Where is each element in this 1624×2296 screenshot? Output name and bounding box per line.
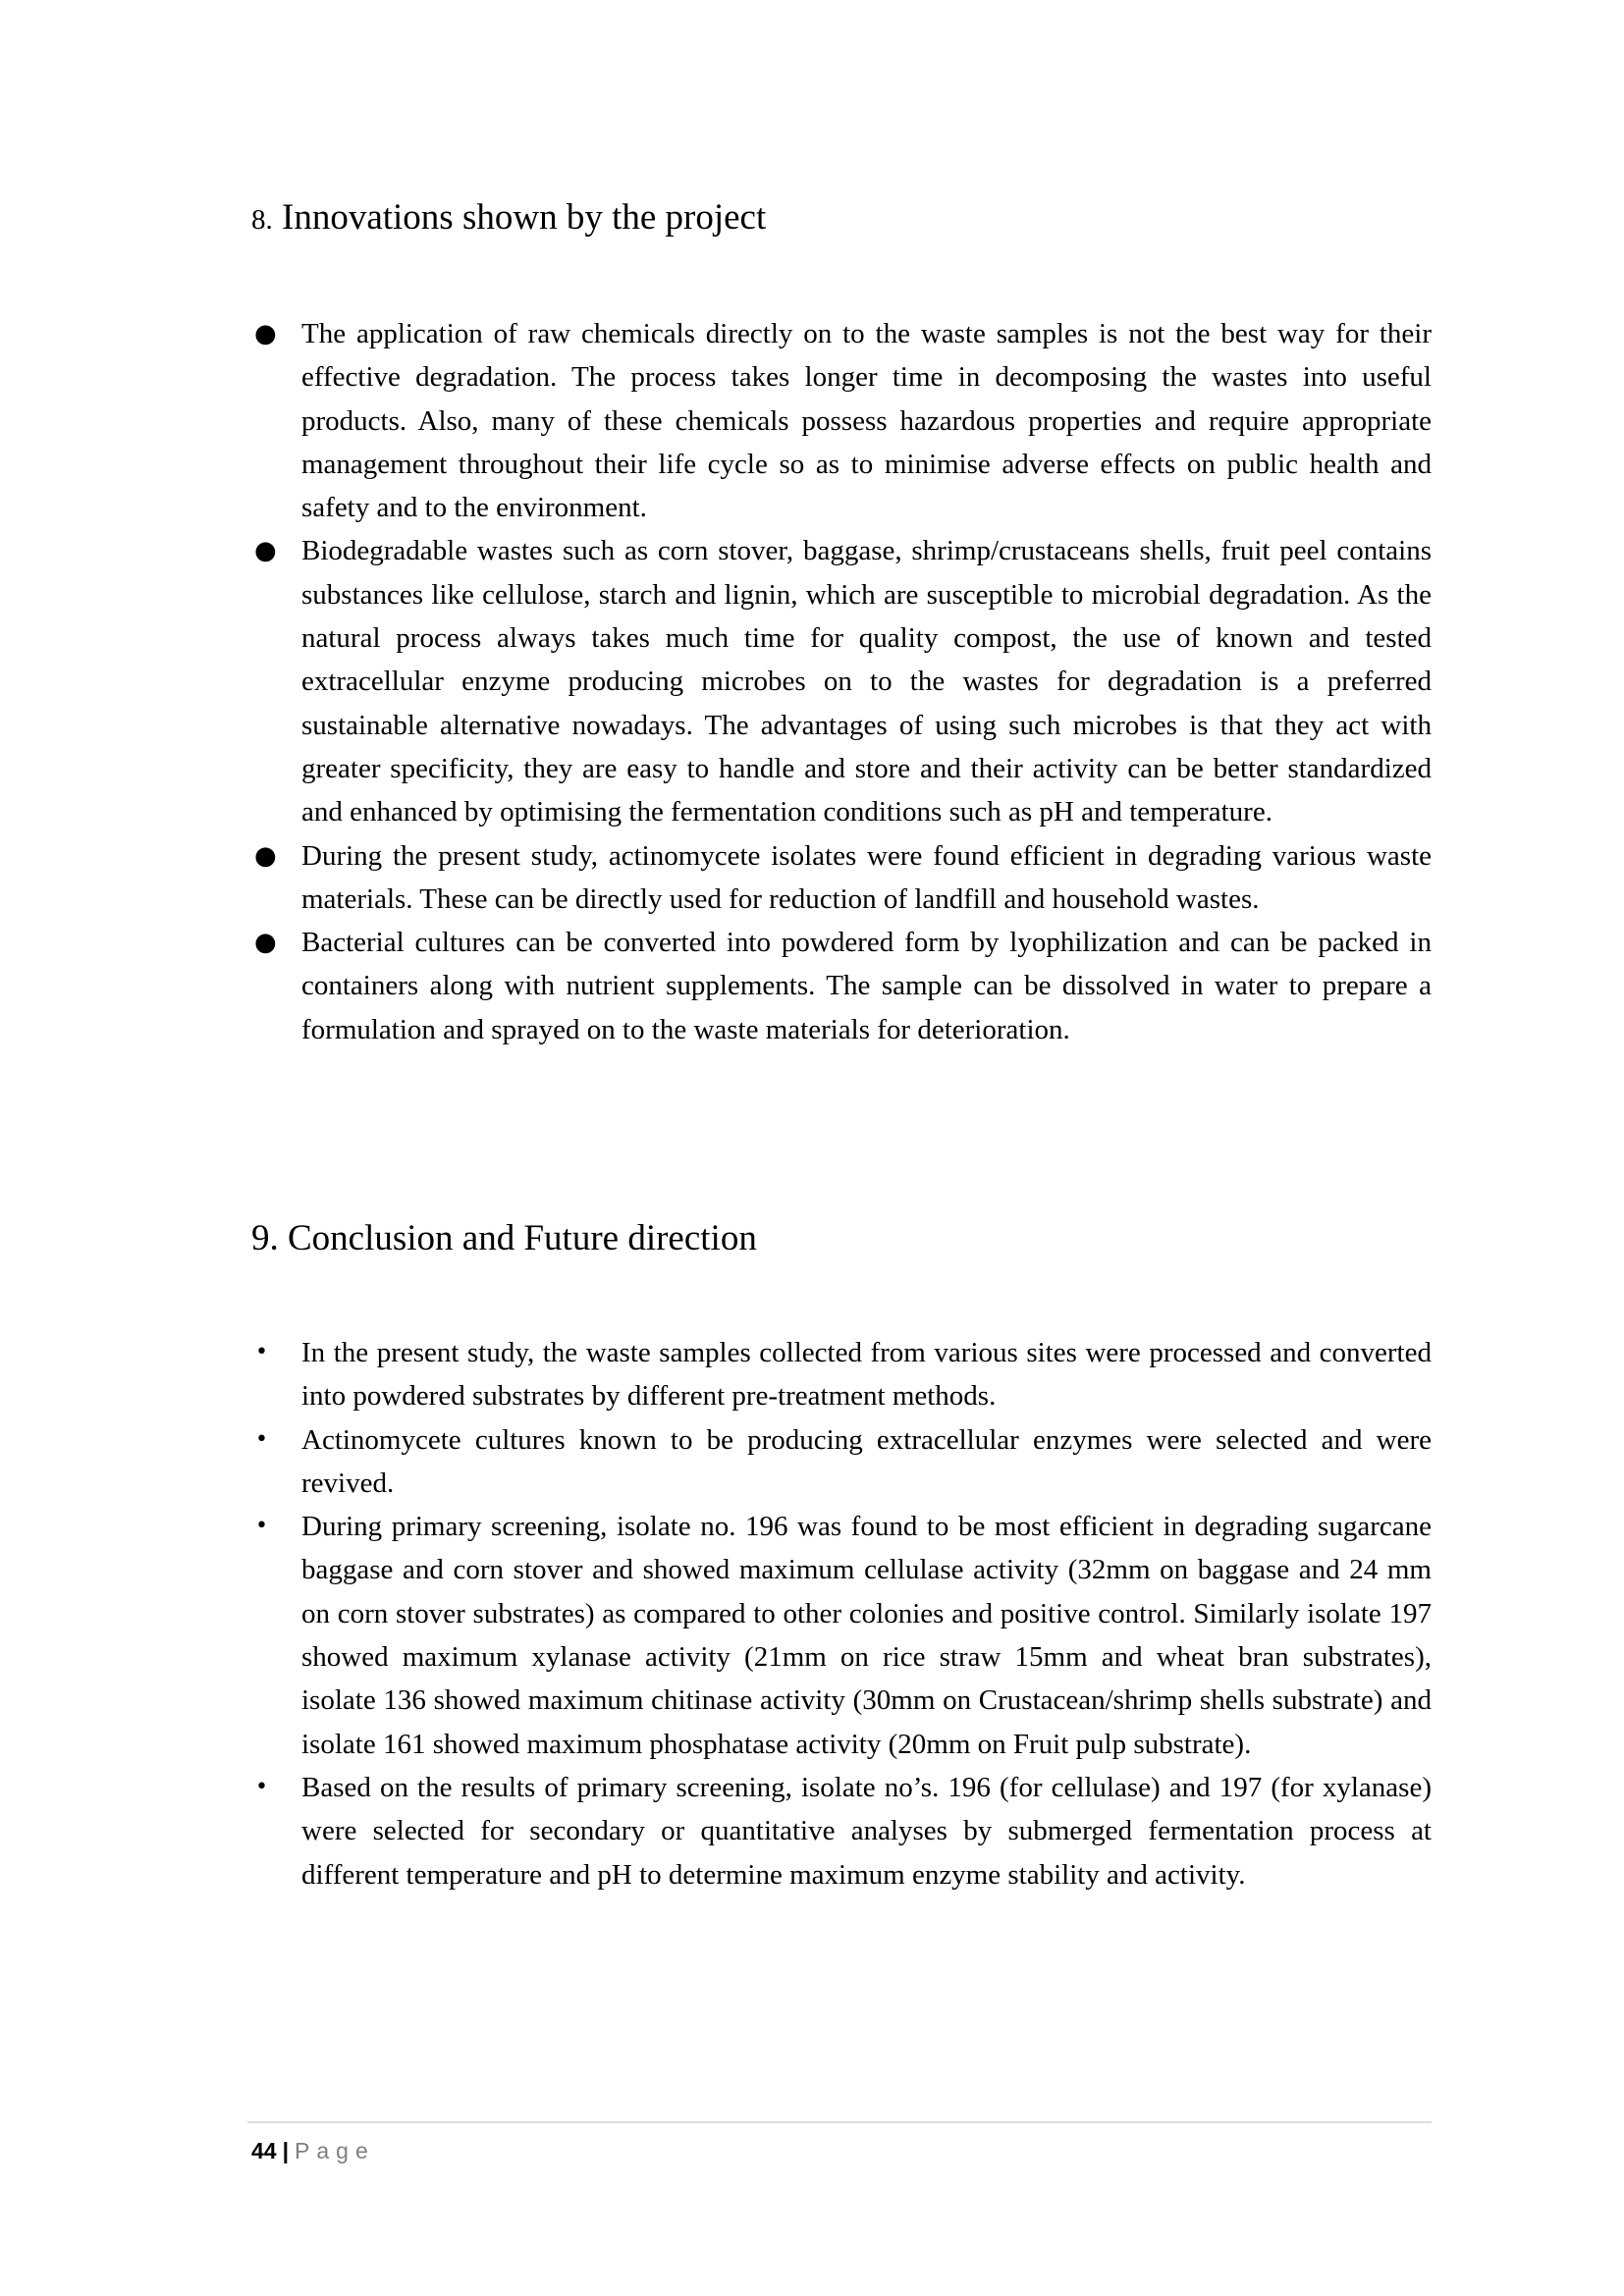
innovations-list (251, 312, 1432, 1051)
page-footer (251, 2136, 375, 2165)
bullet-icon: • (255, 1426, 268, 1452)
list-item (251, 312, 1432, 529)
footer-divider (247, 2121, 1432, 2123)
list-item (251, 834, 1432, 922)
footer-separator: | (282, 2138, 290, 2163)
list-item-text: During the present study, actinomycete isolates were found efficient in degrading various waste materials. These can be directly used for reduction of landfill and household wastes. (301, 839, 1432, 915)
list-item-text: In the present study, the waste samples collected from various sites were processed and converted into powdered substrates by different pre-treatment methods. (301, 1337, 1432, 1413)
bullet-icon: ● (254, 536, 277, 566)
list-item (251, 1418, 1432, 1506)
section-8-heading (251, 196, 766, 241)
list-item-text: Based on the results of primary screening, isolate no’s. 196 (for cellulase) and 197 (for xylanase) were selected for secondary or quantitative analyses by submerged fermentation process at different temperature and pH to determine maximum enzyme stability and activity. (301, 1771, 1432, 1891)
list-item (251, 1331, 1432, 1418)
list-item-text: The application of raw chemicals directly on to the waste samples is not the best way for their effective degradation. The process takes longer time in decomposing the wastes into useful products. Also, many of these chemicals possess hazardous properties and require appropriate management throughout their life cycle so as to minimise adverse effects on public health and safety and to the environment. (301, 318, 1432, 524)
list-item (251, 1505, 1432, 1766)
section-8-title: Innovations shown by the project (282, 197, 767, 238)
section-9-heading: 9. Conclusion and Future direction (251, 1218, 757, 1258)
bullet-icon: ● (254, 840, 277, 871)
bullet-icon: ● (254, 928, 277, 958)
conclusion-list (251, 1331, 1432, 1896)
list-item-text: Actinomycete cultures known to be producing extracellular enzymes were selected and were revived. (301, 1423, 1432, 1499)
list-item-text: Bacterial cultures can be converted into powdered form by lyophilization and can be packed in containers along with nutrient supplements. The sample can be dissolved in water to prepare a formulation and sprayed on to the waste materials for deterioration. (301, 927, 1432, 1045)
section-8-number: 8. (251, 204, 273, 236)
list-item-text: Biodegradable wastes such as corn stover, baggase, shrimp/crustaceans shells, fruit peel contains substances like cellulose, starch and lignin, which are susceptible to microbial degradation. As the natural process always takes much time for quality compost, the use of known and tested extracellular enzyme producing microbes on to the wastes for degradation is a preferred sustainable alternative nowadays. The advantages of using such microbes is that they act with greater specificity, they are easy to handle and store and their activity can be better standardized and enhanced by optimising the fermentation conditions such as pH and temperature. (301, 535, 1432, 828)
page-number: 44 (251, 2138, 277, 2163)
list-item (251, 921, 1432, 1051)
bullet-icon: ● (254, 319, 277, 348)
list-item (251, 1766, 1432, 1896)
bullet-icon: • (255, 1340, 268, 1364)
list-item (251, 529, 1432, 833)
bullet-icon: • (255, 1774, 268, 1799)
page-label: Page (295, 2138, 375, 2163)
list-item-text: During primary screening, isolate no. 196 was found to be most efficient in degrading sugarcane baggase and corn stover and showed maximum cellulase activity (32mm on baggase and 24 mm on corn stover substrates) as compared to other colonies and positive control. Similarly isolate 197 showed maximum xylanase activity (21mm on rice straw 15mm and wheat bran substrates), isolate 136 showed maximum chitinase activity (30mm on Crustacean/shrimp shells substrate) and isolate 161 showed maximum phosphatase activity (20mm on Fruit pulp substrate). (301, 1511, 1432, 1760)
bullet-icon: • (255, 1514, 268, 1539)
